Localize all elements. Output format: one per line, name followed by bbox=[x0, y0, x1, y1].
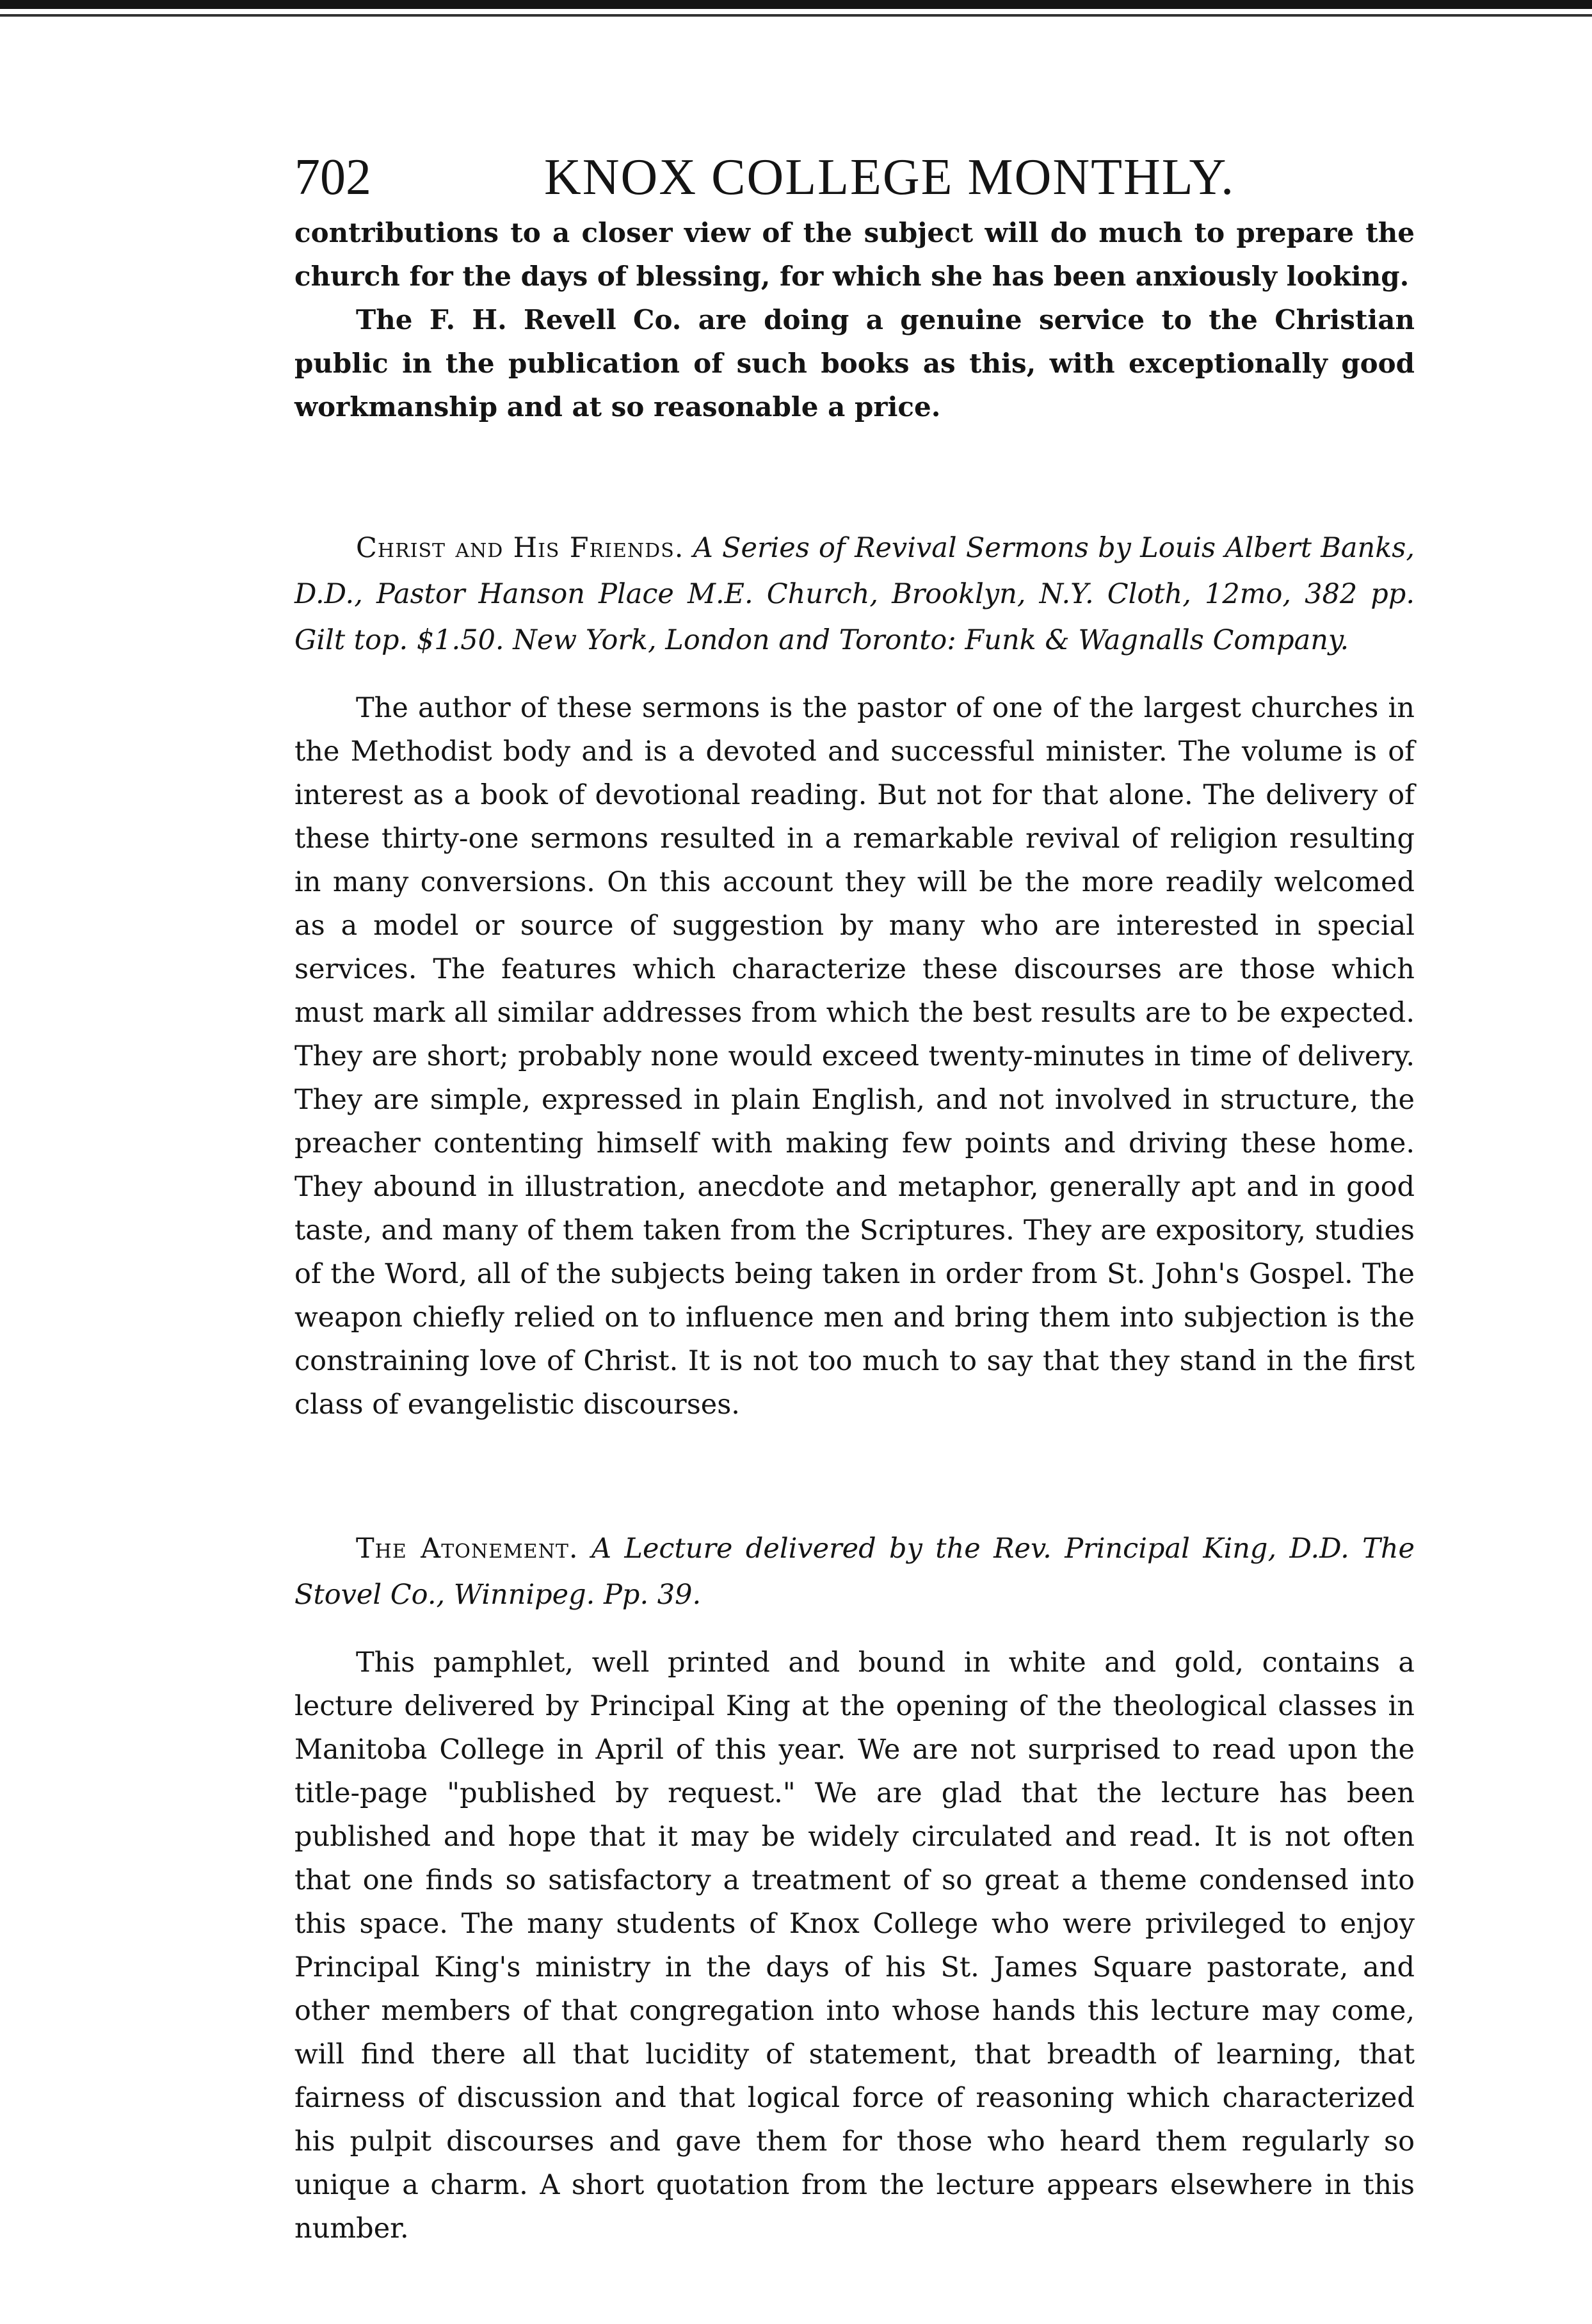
page-number: 702 bbox=[294, 149, 371, 206]
review-citation: A Lecture delivered by the Rev. Principal King, D.D. The Stovel Co., Winnipeg. Pp. 39. bbox=[294, 1533, 1415, 1611]
review-title: The Atonement. bbox=[356, 1533, 579, 1565]
review-the-atonement bbox=[294, 1526, 1415, 2250]
running-header bbox=[294, 141, 1415, 211]
review-title: Christ and His Friends. bbox=[356, 532, 684, 564]
spacer bbox=[294, 663, 1415, 686]
review-body: This pamphlet, well printed and bound in white and gold, contains a lecture delivered by Principal King at the opening of the theological classes in Manitoba College in April of this year. We are not surprised to read upon the title-page "published by request." We are glad that the lecture has been published and hope that it may be widely circulated and read. It is not often that one finds so satisfactory a treatment of so great a theme condensed into this space. The many students of Knox College who were privileged to enjoy Principal King's ministry in the days of his St. James Square pastorate, and other members of that congregation into whose hands this lecture may come, will find there all that lucidity of statement, that breadth of learning, that fairness of discussion and that logical force of reasoning which characterized his pulpit discourses and gave them for those who heard them regularly so unique a charm. A short quotation from the lecture appears elsewhere in this number. bbox=[294, 1647, 1415, 2245]
review-citation: A Series of Revival Sermons by Louis Albert Banks, D.D., Pastor Hanson Place M.E. Church, Brooklyn, N.Y. Cloth, 12mo, 382 pp. Gilt top. $1.50. New York, London and Toronto: Funk & Wagnalls Company. bbox=[294, 532, 1415, 656]
review-christ-and-his-friends bbox=[294, 525, 1415, 1426]
review-body: The author of these sermons is the pastor of one of the largest churches in the Methodist body and is a devoted and successful minister. The volume is of interest as a book of devotional reading. But not for that alone. The delivery of these thirty-one sermons resulted in a remarkable revival of religion resulting in many conversions. On this account they will be the more readily welcomed as a model or source of suggestion by many who are interested in special services. The features which characterize these discourses are those which must mark all similar addresses from which the best results are to be expected. They are short; probably none would exceed twenty-minutes in time of delivery. They are simple, expressed in plain English, and not involved in structure, the preacher contenting himself with making few points and driving these home. They abound in illustration, anecdote and metaphor, generally apt and in good taste, and many of them taken from the Scriptures. They are expository, studies of the Word, all of the subjects being taken in order from St. John's Gospel. The weapon chiefly relied on to influence men and bring them into subjection is the constraining love of Christ. It is not too much to say that they stand in the first class of evangelistic discourses. bbox=[294, 692, 1415, 1421]
review-heading bbox=[294, 1526, 1415, 1618]
running-title: KNOX COLLEGE MONTHLY. bbox=[544, 149, 1235, 206]
spacer bbox=[294, 1426, 1415, 1526]
spacer bbox=[294, 1618, 1415, 1641]
intro-paragraph-2: The F. H. Revell Co. are doing a genuine service to the Christian public in the publication of such books as this, with exceptionally good workmanship and at so reasonable a price. bbox=[294, 304, 1415, 423]
page bbox=[294, 141, 1415, 2250]
spacer bbox=[294, 429, 1415, 525]
intro-paragraph-1: contributions to a closer view of the subject will do much to prepare the church for the days of blessing, for which she has been anxiously looking. bbox=[294, 217, 1415, 292]
top-rule-thin bbox=[0, 14, 1592, 17]
top-rule bbox=[0, 0, 1592, 9]
review-heading bbox=[294, 525, 1415, 663]
